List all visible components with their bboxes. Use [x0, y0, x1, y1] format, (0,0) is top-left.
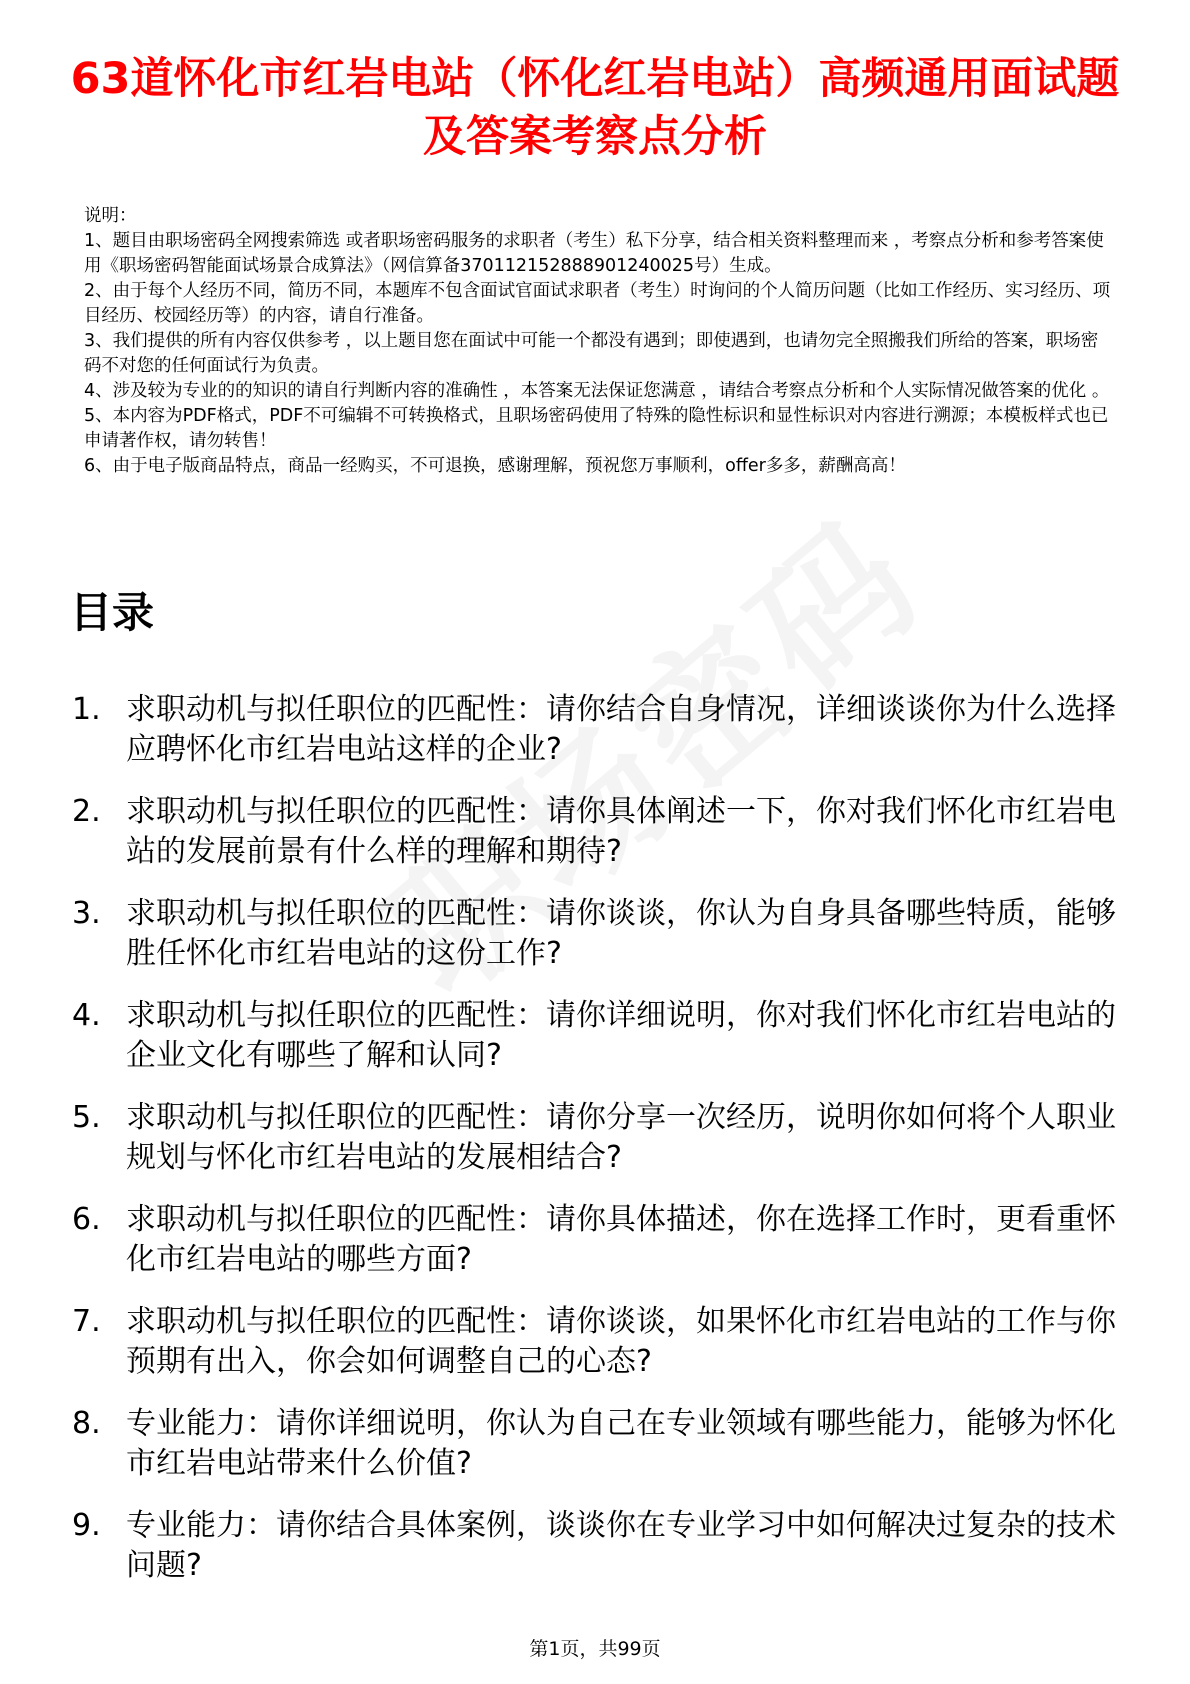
- toc-item-text: 求职动机与拟任职位的匹配性：请你具体描述，你在选择工作时，更看重怀化市红岩电站的哪些方面?: [126, 1202, 1116, 1277]
- toc-item-number: 6.: [72, 1202, 101, 1237]
- document-title: 63道怀化市红岩电站（怀化红岩电站）高频通用面试题及答案考察点分析: [70, 54, 1120, 162]
- note-item: 2、由于每个人经历不同，简历不同，本题库不包含面试官面试求职者（考生）时询问的个人简历问题（比如工作经历、实习经历、项目经历、校园经历等）的内容，请自行准备。: [84, 281, 1111, 326]
- toc-item-number: 9.: [72, 1508, 101, 1543]
- toc-item-text: 求职动机与拟任职位的匹配性：请你详细说明，你对我们怀化市红岩电站的企业文化有哪些了解和认同?: [126, 998, 1116, 1073]
- toc-item[interactable]: [72, 894, 1122, 974]
- notes-heading: 说明：: [84, 206, 137, 226]
- toc-item-text: 专业能力：请你结合具体案例，谈谈你在专业学习中如何解决过复杂的技术问题?: [126, 1508, 1116, 1583]
- toc-list: [72, 690, 1122, 1608]
- toc-item-number: 8.: [72, 1406, 101, 1441]
- note-item: 6、由于电子版商品特点，商品一经购买，不可退换，感谢理解，预祝您万事顺利，offer多多，薪酬高高！: [84, 456, 906, 476]
- toc-item[interactable]: [72, 792, 1122, 872]
- toc-item-number: 2.: [72, 794, 101, 829]
- toc-item[interactable]: [72, 1200, 1122, 1280]
- note-item: 3、我们提供的所有内容仅供参考 ，以上题目您在面试中可能一个都没有遇到；即使遇到，也请勿完全照搬我们所给的答案，职场密码不对您的任何面试行为负责。: [84, 331, 1099, 376]
- toc-heading: 目录: [70, 588, 155, 637]
- toc-item-number: 1.: [72, 692, 101, 727]
- toc-item-text: 专业能力：请你详细说明，你认为自己在专业领域有哪些能力，能够为怀化市红岩电站带来什么价值?: [126, 1406, 1116, 1481]
- toc-item-number: 3.: [72, 896, 101, 931]
- toc-item[interactable]: [72, 1302, 1122, 1382]
- toc-item-text: 求职动机与拟任职位的匹配性：请你谈谈，如果怀化市红岩电站的工作与你预期有出入，你会如何调整自己的心态?: [126, 1304, 1116, 1379]
- toc-item-number: 4.: [72, 998, 101, 1033]
- toc-item[interactable]: [72, 1404, 1122, 1484]
- page-footer: 第1页，共99页: [529, 1638, 661, 1660]
- toc-item-text: 求职动机与拟任职位的匹配性：请你分享一次经历，说明你如何将个人职业规划与怀化市红岩电站的发展相结合?: [126, 1100, 1116, 1175]
- note-item: 4、涉及较为专业的的知识的请自行判断内容的准确性 ，本答案无法保证您满意 ，请结合考察点分析和个人实际情况做答案的优化 。: [84, 381, 1110, 401]
- toc-item[interactable]: [72, 1098, 1122, 1178]
- note-item: 5、本内容为PDF格式，PDF不可编辑不可转换格式，且职场密码使用了特殊的隐性标识和显性标识对内容进行溯源；本模板样式也已申请著作权，请勿转售！: [84, 406, 1109, 451]
- note-item: 1、题目由职场密码全网搜索筛选 或者职场密码服务的求职者（考生）私下分享，结合相关资料整理而来 ，考察点分析和参考答案使用《职场密码智能面试场景合成算法》（网信算备370112152888901240025号）生成。: [84, 231, 1104, 276]
- toc-item[interactable]: [72, 996, 1122, 1076]
- toc-item-number: 7.: [72, 1304, 101, 1339]
- toc-item-text: 求职动机与拟任职位的匹配性：请你具体阐述一下，你对我们怀化市红岩电站的发展前景有什么样的理解和期待?: [126, 794, 1116, 869]
- toc-item-number: 5.: [72, 1100, 101, 1135]
- notes-section: [84, 204, 1114, 479]
- toc-item[interactable]: [72, 690, 1122, 770]
- toc-item-text: 求职动机与拟任职位的匹配性：请你谈谈，你认为自身具备哪些特质，能够胜任怀化市红岩电站的这份工作?: [126, 896, 1116, 971]
- toc-item-text: 求职动机与拟任职位的匹配性：请你结合自身情况，详细谈谈你为什么选择应聘怀化市红岩电站这样的企业?: [126, 692, 1116, 767]
- toc-item[interactable]: [72, 1506, 1122, 1586]
